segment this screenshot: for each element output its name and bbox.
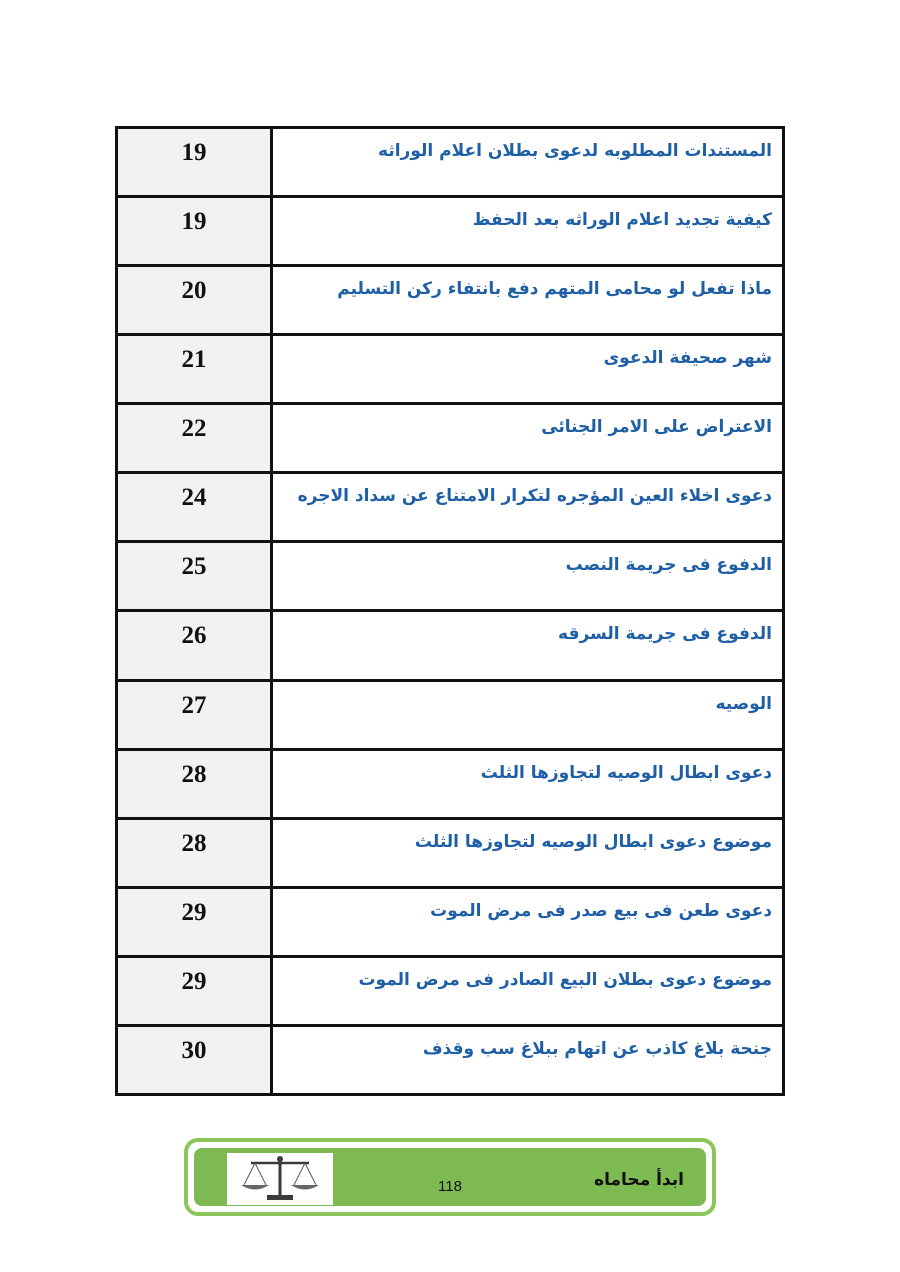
toc-page-number: 22: [117, 404, 272, 473]
toc-row: [117, 335, 784, 404]
toc-row: [117, 818, 784, 887]
toc-page-number: 28: [117, 749, 272, 818]
toc-page-number: 25: [117, 542, 272, 611]
toc-entry-title: دعوى اخلاء العين المؤجره لتكرار الامتناع عن سداد الاجره: [272, 473, 784, 542]
toc-entry-title: الوصيه: [272, 680, 784, 749]
toc-page-number: 19: [117, 128, 272, 197]
toc-entry-title: دعوى طعن فى بيع صدر فى مرض الموت: [272, 887, 784, 956]
toc-entry-title: الاعتراض على الامر الجنائى: [272, 404, 784, 473]
toc-table: [115, 126, 785, 1096]
toc-entry-title: الدفوع فى جريمة السرقه: [272, 611, 784, 680]
toc-entry-title: كيفية تجديد اعلام الوراثه بعد الحفظ: [272, 197, 784, 266]
toc-row: [117, 611, 784, 680]
toc-entry-title: المستندات المطلوبه لدعوى بطلان اعلام الوراثه: [272, 128, 784, 197]
toc-entry-title: موضوع دعوى بطلان البيع الصادر فى مرض الموت: [272, 956, 784, 1025]
toc-row: [117, 404, 784, 473]
page-number: 118: [438, 1178, 462, 1195]
toc-body: [117, 128, 784, 1095]
toc-row: [117, 266, 784, 335]
toc-entry-title: دعوى ابطال الوصيه لتجاوزها الثلث: [272, 749, 784, 818]
toc-page-number: 29: [117, 887, 272, 956]
toc-page-number: 20: [117, 266, 272, 335]
toc-page-number: 19: [117, 197, 272, 266]
scales-of-justice-graphic: [227, 1153, 333, 1205]
toc-page-number: 21: [117, 335, 272, 404]
toc-page-number: 27: [117, 680, 272, 749]
toc-page-number: 28: [117, 818, 272, 887]
scales-of-justice-icon: [227, 1153, 333, 1205]
toc-page-number: 29: [117, 956, 272, 1025]
toc-page-number: 24: [117, 473, 272, 542]
toc-entry-title: شهر صحيفة الدعوى: [272, 335, 784, 404]
toc-page-number: 30: [117, 1025, 272, 1094]
toc-row: [117, 956, 784, 1025]
toc-row: [117, 197, 784, 266]
toc-row: [117, 1025, 784, 1094]
toc-row: [117, 887, 784, 956]
toc-row: [117, 542, 784, 611]
toc-row: [117, 473, 784, 542]
toc-entry-title: الدفوع فى جريمة النصب: [272, 542, 784, 611]
toc-entry-title: موضوع دعوى ابطال الوصيه لتجاوزها الثلث: [272, 818, 784, 887]
toc-entry-title: جنحة بلاغ كاذب عن اتهام ببلاغ سب وقذف: [272, 1025, 784, 1094]
toc-entry-title: ماذا تفعل لو محامى المتهم دفع بانتفاء ركن التسليم: [272, 266, 784, 335]
footer-banner: [194, 1148, 706, 1206]
footer-brand-text: ابدأ محاماه: [594, 1170, 684, 1190]
toc-page-number: 26: [117, 611, 272, 680]
toc-row: [117, 680, 784, 749]
page-footer: [184, 1138, 716, 1216]
toc-row: [117, 749, 784, 818]
toc-row: [117, 128, 784, 197]
